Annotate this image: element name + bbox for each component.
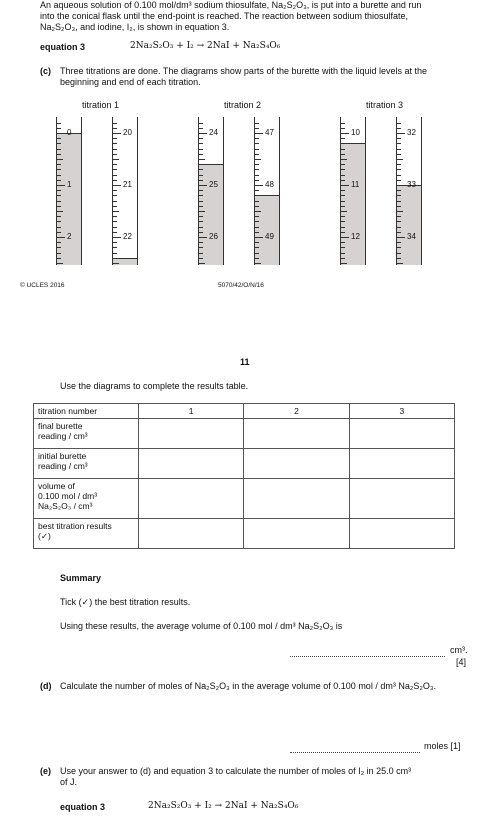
scale-tick (113, 164, 117, 165)
intro-line: Na₂S₂O₃, and iodine, I₂, is shown in equation 3. (40, 22, 230, 32)
scale-tick (113, 237, 121, 238)
scale-tick (341, 232, 345, 233)
scale-tick (199, 221, 203, 222)
scale-tick (341, 237, 349, 238)
answer-cell[interactable] (349, 479, 454, 519)
scale-tick (113, 263, 119, 264)
part-e-text (60, 766, 480, 788)
table-row (34, 449, 455, 479)
scale-label: 33 (407, 180, 416, 189)
scale-tick (341, 175, 345, 176)
scale-tick (397, 237, 405, 238)
equation-text: 2Na₂S₂O₃ + I₂ → 2NaI + Na₂S₄O₆ (148, 801, 299, 811)
table-header-cell: 1 (139, 404, 244, 419)
scale-label: 21 (123, 180, 132, 189)
scale-tick (341, 159, 347, 160)
scale-label: 10 (351, 128, 360, 137)
intro-text (40, 0, 480, 33)
scale-tick (113, 211, 119, 212)
scale-tick (113, 138, 117, 139)
scale-tick (57, 159, 63, 160)
scale-tick (255, 175, 259, 176)
table-header-cell: 2 (244, 404, 349, 419)
scale-tick (113, 201, 117, 202)
scale-tick (113, 123, 117, 124)
scale-tick (113, 159, 119, 160)
scale-tick (199, 211, 205, 212)
scale-tick (255, 247, 259, 248)
scale-tick (341, 149, 345, 150)
table-row (34, 479, 455, 519)
scale-tick (341, 258, 345, 259)
average-answer-line[interactable] (290, 648, 445, 657)
scale-tick (255, 201, 259, 202)
scale-tick (397, 159, 403, 160)
scale-tick (255, 123, 259, 124)
scale-tick (199, 216, 203, 217)
scale-tick (113, 185, 121, 186)
scale-tick (57, 169, 61, 170)
scale-tick (57, 138, 61, 139)
scale-tick (397, 258, 401, 259)
copyright: © UCLES 2016 (20, 282, 65, 289)
scale-tick (199, 258, 203, 259)
scale-tick (255, 185, 263, 186)
scale-label: 11 (351, 180, 360, 189)
part-e-line: Use your answer to (d) and equation 3 to calculate the number of moles of I₂ in 25.0 cm³ (60, 766, 412, 776)
intro-line: into the conical flask until the end-point is reached. The reaction between sodium thiosulfate, (40, 11, 409, 21)
scale-tick (255, 164, 259, 165)
scale-tick (199, 169, 203, 170)
scale-tick (199, 133, 207, 134)
scale-tick (199, 190, 203, 191)
scale-tick (397, 216, 401, 217)
burette-end (254, 117, 280, 265)
scale-tick (397, 175, 401, 176)
row-label-line: 0.100 mol / dm³ (38, 491, 98, 501)
tick-cell[interactable] (349, 519, 454, 549)
scale-tick (113, 143, 117, 144)
scale-tick (199, 123, 203, 124)
scale-tick (341, 263, 347, 264)
scale-tick (199, 138, 203, 139)
scale-tick (57, 258, 61, 259)
part-letter: (d) (40, 681, 52, 691)
paper-code: 5070/42/O/N/16 (218, 282, 264, 289)
scale-tick (255, 133, 263, 134)
scale-label: 47 (265, 128, 274, 137)
scale-label: 49 (265, 232, 274, 241)
part-d-unit: moles [1] (424, 741, 461, 751)
scale-tick (397, 247, 401, 248)
table-row (34, 419, 455, 449)
scale-tick (57, 123, 61, 124)
scale-tick (341, 211, 347, 212)
scale-tick (57, 211, 63, 212)
scale-tick (113, 128, 117, 129)
results-table (33, 403, 455, 549)
scale-tick (57, 164, 61, 165)
scale-tick (255, 221, 259, 222)
scale-label: 22 (123, 232, 132, 241)
table-header-cell: titration number (34, 404, 139, 419)
scale-tick (57, 154, 61, 155)
scale-tick (199, 227, 203, 228)
row-label-line: (✓) (38, 531, 51, 541)
scale-tick (397, 190, 401, 191)
scale-tick (255, 253, 259, 254)
scale-label: 32 (407, 128, 416, 137)
row-label (34, 449, 139, 479)
scale-label: 24 (209, 128, 218, 137)
scale-tick (57, 143, 61, 144)
scale-tick (57, 149, 61, 150)
scale-tick (113, 195, 117, 196)
part-c-line: Three titrations are done. The diagrams show parts of the burette with the liquid levels at the (60, 66, 428, 76)
answer-cell[interactable] (139, 449, 244, 479)
scale-tick (255, 263, 261, 264)
row-label-line: volume of (38, 481, 75, 491)
answer-cell[interactable] (244, 479, 349, 519)
part-d-text: Calculate the number of moles of Na₂S₂O₃ in the average volume of 0.100 mol / dm³ Na₂S₂O₃. (60, 681, 436, 691)
row-label-line: best titration results (38, 521, 112, 531)
scale-tick (341, 195, 345, 196)
scale-tick (397, 123, 401, 124)
scale-label: 20 (123, 128, 132, 137)
scale-tick (341, 242, 345, 243)
row-label-line: Na₂S₂O₃ / cm³ (38, 501, 93, 511)
scale-tick (199, 201, 203, 202)
equation-label: equation 3 (60, 802, 106, 812)
scale-tick (255, 258, 259, 259)
scale-tick (57, 206, 61, 207)
scale-tick (113, 154, 117, 155)
scale-tick (397, 201, 401, 202)
scale-tick (255, 159, 261, 160)
scale-tick (397, 164, 401, 165)
scale-tick (199, 247, 203, 248)
scale-tick (199, 149, 203, 150)
scale-label: 1 (67, 180, 72, 189)
instruction: Use the diagrams to complete the results table. (60, 381, 249, 391)
scale-tick (57, 190, 61, 191)
scale-tick (57, 237, 65, 238)
row-label-line: reading / cm³ (38, 461, 88, 471)
answer-cell[interactable] (139, 479, 244, 519)
scale-tick (199, 164, 203, 165)
part-c-line: beginning and end of each titration. (60, 77, 201, 87)
scale-tick (255, 180, 259, 181)
scale-tick (255, 227, 259, 228)
summary-avg-line: Using these results, the average volume of 0.100 mol / dm³ Na₂S₂O₃ is (60, 621, 343, 631)
scale-tick (113, 258, 117, 259)
scale-tick (397, 169, 401, 170)
liquid-fill (57, 133, 81, 265)
burette-start (340, 117, 366, 265)
scale-tick (57, 232, 61, 233)
part-letter: (c) (40, 66, 51, 76)
scale-tick (397, 154, 401, 155)
scale-tick (57, 195, 61, 196)
scale-tick (397, 206, 401, 207)
scale-tick (113, 190, 117, 191)
scale-label: 34 (407, 232, 416, 241)
scale-tick (397, 195, 401, 196)
scale-tick (255, 237, 263, 238)
scale-tick (341, 138, 345, 139)
scale-label: 12 (351, 232, 360, 241)
scale-tick (341, 143, 345, 144)
row-label (34, 419, 139, 449)
scale-label: 0 (67, 128, 72, 137)
scale-tick (57, 128, 61, 129)
scale-tick (341, 180, 345, 181)
scale-tick (255, 190, 259, 191)
scale-tick (255, 149, 259, 150)
scale-tick (341, 216, 345, 217)
row-label-line: final burette (38, 421, 83, 431)
scale-tick (57, 247, 61, 248)
scale-tick (113, 175, 117, 176)
scale-tick (113, 149, 117, 150)
scale-tick (113, 180, 117, 181)
scale-tick (113, 247, 117, 248)
scale-tick (397, 143, 401, 144)
scale-label: 48 (265, 180, 274, 189)
answer-cell[interactable] (244, 449, 349, 479)
scale-tick (199, 253, 203, 254)
answer-cell[interactable] (349, 449, 454, 479)
scale-tick (113, 206, 117, 207)
scale-tick (341, 169, 345, 170)
scale-tick (57, 201, 61, 202)
scale-tick (113, 133, 121, 134)
titration-title: titration 1 (82, 100, 120, 110)
scale-tick (397, 221, 401, 222)
titration-title: titration 3 (366, 100, 404, 110)
scale-tick (199, 180, 203, 181)
scale-tick (57, 263, 63, 264)
page-number: 11 (240, 357, 250, 367)
scale-tick (341, 133, 349, 134)
summary-unit: cm³. (450, 645, 468, 655)
scale-tick (341, 154, 345, 155)
burette-end (396, 117, 422, 265)
scale-tick (341, 221, 345, 222)
scale-tick (113, 253, 117, 254)
scale-tick (57, 242, 61, 243)
scale-tick (341, 185, 349, 186)
scale-tick (341, 128, 345, 129)
scale-tick (397, 263, 403, 264)
scale-tick (113, 232, 117, 233)
scale-tick (397, 128, 401, 129)
scale-tick (255, 195, 259, 196)
scale-tick (57, 221, 61, 222)
row-label (34, 519, 139, 549)
scale-tick (199, 232, 203, 233)
titration-title: titration 2 (224, 100, 262, 110)
burette-start (198, 117, 224, 265)
scale-tick (341, 253, 345, 254)
summary-marks: [4] (456, 657, 467, 667)
scale-tick (341, 164, 345, 165)
scale-tick (397, 138, 401, 139)
scale-tick (57, 175, 61, 176)
answer-cell[interactable] (139, 419, 244, 449)
scale-tick (397, 227, 401, 228)
scale-tick (397, 180, 401, 181)
table-header-row (34, 404, 455, 419)
scale-tick (57, 185, 65, 186)
scale-tick (199, 128, 203, 129)
scale-tick (199, 175, 203, 176)
scale-tick (199, 237, 207, 238)
scale-tick (255, 138, 259, 139)
scale-tick (397, 185, 405, 186)
scale-tick (255, 169, 259, 170)
table-header-cell: 3 (349, 404, 454, 419)
scale-tick (255, 232, 259, 233)
scale-tick (199, 195, 203, 196)
scale-tick (341, 227, 345, 228)
part-letter: (e) (40, 766, 51, 776)
scale-tick (113, 242, 117, 243)
row-label-line: initial burette (38, 451, 87, 461)
tick-cell[interactable] (244, 519, 349, 549)
scale-tick (397, 253, 401, 254)
scale-tick (199, 143, 203, 144)
scale-tick (199, 206, 203, 207)
scale-tick (397, 211, 403, 212)
scale-label: 25 (209, 180, 218, 189)
scale-tick (255, 154, 259, 155)
scale-tick (57, 216, 61, 217)
scale-tick (341, 201, 345, 202)
scale-tick (57, 133, 65, 134)
scale-tick (341, 206, 345, 207)
scale-tick (255, 211, 261, 212)
scale-tick (341, 247, 345, 248)
scale-tick (199, 159, 205, 160)
summary-tick-line: Tick (✓) the best titration results. (60, 597, 191, 607)
scale-tick (255, 128, 259, 129)
scale-tick (199, 242, 203, 243)
scale-tick (341, 190, 345, 191)
tick-cell[interactable] (139, 519, 244, 549)
part-c-text (60, 66, 480, 88)
scale-tick (199, 154, 203, 155)
answer-cell[interactable] (244, 419, 349, 449)
scale-tick (199, 263, 205, 264)
scale-tick (57, 180, 61, 181)
scale-label: 2 (67, 232, 72, 241)
scale-tick (199, 185, 207, 186)
scale-tick (113, 216, 117, 217)
equation-label: equation 3 (40, 42, 86, 52)
row-label (34, 479, 139, 519)
scale-tick (113, 227, 117, 228)
scale-tick (113, 169, 117, 170)
intro-line: An aqueous solution of 0.100 mol/dm³ sodium thiosulfate, Na₂S₂O₃, is put into a burette and run (40, 0, 422, 10)
scale-tick (341, 123, 345, 124)
answer-cell[interactable] (349, 419, 454, 449)
part-e-line: of J. (60, 777, 78, 787)
summary-heading: Summary (60, 573, 102, 583)
burette-end (112, 117, 138, 265)
row-label-line: reading / cm³ (38, 431, 88, 441)
scale-tick (57, 227, 61, 228)
scale-tick (113, 221, 117, 222)
scale-label: 26 (209, 232, 218, 241)
scale-tick (255, 242, 259, 243)
scale-tick (255, 143, 259, 144)
table-row (34, 519, 455, 549)
scale-tick (397, 242, 401, 243)
scale-tick (397, 149, 401, 150)
burette-start (56, 117, 82, 265)
scale-tick (397, 133, 405, 134)
moles-answer-line[interactable] (290, 744, 420, 753)
scale-tick (255, 216, 259, 217)
scale-tick (57, 253, 61, 254)
equation-text: 2Na₂S₂O₃ + I₂ → 2NaI + Na₂S₄O₆ (130, 41, 281, 51)
scale-tick (255, 206, 259, 207)
scale-tick (397, 232, 401, 233)
